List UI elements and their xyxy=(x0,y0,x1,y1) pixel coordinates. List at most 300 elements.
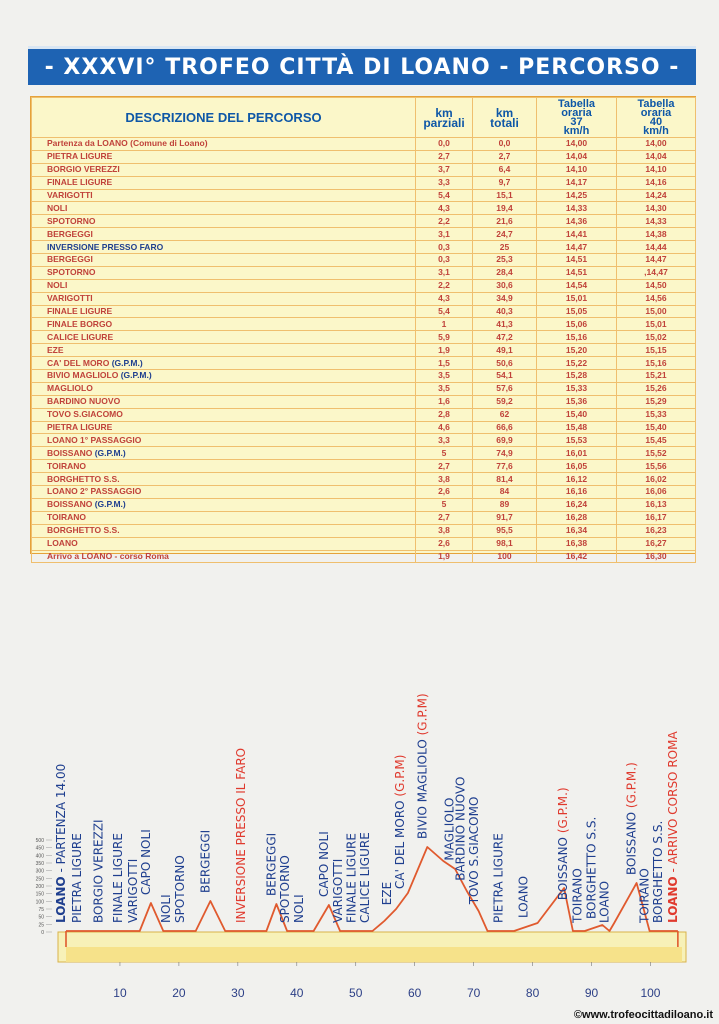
row-time-37: 14,51 xyxy=(537,254,617,267)
row-time-37: 15,01 xyxy=(537,292,617,305)
place-label-part: LOANO xyxy=(54,876,68,923)
place-label-part: TOIRANO xyxy=(570,868,585,923)
table-row xyxy=(32,163,696,176)
gpm-tag: (G.P.M.) xyxy=(94,447,126,458)
row-time-40: 16,27 xyxy=(617,537,696,550)
altitude-tick-label: 200 xyxy=(35,884,44,890)
place-label-part: (G.P.M) xyxy=(392,754,407,797)
distance-tick-label: 80 xyxy=(525,986,540,1000)
row-location: LOANO 2° PASSAGGIO xyxy=(32,486,416,499)
place-label xyxy=(415,693,429,839)
row-time-40: 14,16 xyxy=(617,176,696,189)
row-location: FINALE LIGURE xyxy=(32,176,416,189)
row-time-40: 16,30 xyxy=(617,550,696,563)
row-location: Partenza da LOANO (Comune di Loano) xyxy=(32,138,416,151)
header-km-totali: km totali xyxy=(473,98,537,138)
row-location: Arrivo a LOANO - corso Roma xyxy=(32,550,416,563)
place-label-part: BARDINO NUOVO xyxy=(453,776,468,881)
table-row xyxy=(32,486,696,499)
table-row xyxy=(32,254,696,267)
place-label-part: CA' DEL MORO xyxy=(392,796,407,889)
row-time-40: 16,02 xyxy=(617,473,696,486)
table-row xyxy=(32,266,696,279)
row-location: VARIGOTTI xyxy=(32,189,416,202)
row-time-37: 15,16 xyxy=(537,331,617,344)
row-time-40: 14,04 xyxy=(617,150,696,163)
row-time-40: 14,47 xyxy=(617,254,696,267)
altitude-tick-label: 400 xyxy=(35,853,44,860)
row-km-parziali: 3,3 xyxy=(416,434,473,447)
row-time-40: 14,24 xyxy=(617,189,696,202)
table-row xyxy=(32,537,696,550)
row-km-totali: 100 xyxy=(473,550,537,563)
row-time-37: 15,06 xyxy=(537,318,617,331)
row-time-40: 15,40 xyxy=(617,421,696,434)
row-time-37: 16,01 xyxy=(537,447,617,460)
row-time-40: 15,16 xyxy=(617,357,696,370)
place-label-part: CAPO NOLI xyxy=(316,831,331,897)
place-label-part: NOLI xyxy=(158,894,173,923)
table-row xyxy=(32,228,696,241)
place-label-part: PIETRA LIGURE xyxy=(491,833,506,923)
row-location: CALICE LIGURE xyxy=(32,331,416,344)
place-label xyxy=(92,819,106,923)
place-label xyxy=(585,817,599,919)
row-time-37: 14,10 xyxy=(537,163,617,176)
row-time-40: 14,38 xyxy=(617,228,696,241)
row-km-totali: 6,4 xyxy=(473,163,537,176)
row-time-37: 16,12 xyxy=(537,473,617,486)
row-time-37: 15,05 xyxy=(537,305,617,318)
profile-scale-band xyxy=(66,947,682,962)
table-row xyxy=(32,524,696,537)
place-label-part: LOANO xyxy=(597,880,612,923)
altimetry-profile xyxy=(0,555,719,1024)
place-label xyxy=(651,821,665,923)
row-location: CA' DEL MORO (G.P.M.) xyxy=(32,357,416,370)
row-location: TOVO S.GIACOMO xyxy=(32,408,416,421)
row-time-37: 14,41 xyxy=(537,228,617,241)
place-label xyxy=(111,833,125,923)
table-row xyxy=(32,434,696,447)
table-row xyxy=(32,498,696,511)
row-location: FINALE BORGO xyxy=(32,318,416,331)
table-row xyxy=(32,176,696,189)
table-row xyxy=(32,357,696,370)
place-label xyxy=(292,894,306,923)
table-row xyxy=(32,138,696,151)
place-label xyxy=(331,859,345,923)
row-time-37: 15,36 xyxy=(537,395,617,408)
distance-tick-label: 40 xyxy=(290,986,304,1000)
row-km-totali: 2,7 xyxy=(473,150,537,163)
row-km-totali: 95,5 xyxy=(473,524,537,537)
place-label-part: BOISSANO xyxy=(624,808,639,875)
row-km-totali: 9,7 xyxy=(473,176,537,189)
place-label-part: MAGLIOLO xyxy=(442,797,457,861)
row-time-37: 16,05 xyxy=(537,460,617,473)
row-time-37: 15,33 xyxy=(537,382,617,395)
row-km-totali: 59,2 xyxy=(473,395,537,408)
row-km-parziali: 2,2 xyxy=(416,215,473,228)
altitude-tick-label: 25 xyxy=(38,922,44,929)
row-location: SPOTORNO xyxy=(32,266,416,279)
row-time-40: 15,56 xyxy=(617,460,696,473)
row-location: FINALE LIGURE xyxy=(32,305,416,318)
row-location: PIETRA LIGURE xyxy=(32,421,416,434)
row-km-totali: 41,3 xyxy=(473,318,537,331)
row-time-37: 14,51 xyxy=(537,266,617,279)
row-time-37: 15,28 xyxy=(537,370,617,383)
table-row xyxy=(32,460,696,473)
row-km-totali: 47,2 xyxy=(473,331,537,344)
table-row xyxy=(32,241,696,254)
row-km-totali: 15,1 xyxy=(473,189,537,202)
table-row xyxy=(32,382,696,395)
table-row xyxy=(32,202,696,215)
row-km-parziali: 0,3 xyxy=(416,254,473,267)
row-location: BOISSANO (G.P.M.) xyxy=(32,447,416,460)
row-time-37: 14,47 xyxy=(537,241,617,254)
row-time-37: 14,17 xyxy=(537,176,617,189)
place-label-part: (G.P.M.) xyxy=(624,762,639,809)
row-time-37: 15,40 xyxy=(537,408,617,421)
place-label xyxy=(598,881,612,923)
table-row xyxy=(32,305,696,318)
row-km-parziali: 5,4 xyxy=(416,305,473,318)
row-time-40: 14,10 xyxy=(617,163,696,176)
row-location: BERGEGGI xyxy=(32,254,416,267)
place-label xyxy=(358,832,372,923)
row-time-37: 15,53 xyxy=(537,434,617,447)
row-km-parziali: 3,5 xyxy=(416,370,473,383)
altitude-tick-label: 300 xyxy=(35,868,44,875)
row-time-37: 14,36 xyxy=(537,215,617,228)
place-label-part: LOANO xyxy=(665,876,680,923)
row-time-37: 16,28 xyxy=(537,511,617,524)
row-location: BARDINO NUOVO xyxy=(32,395,416,408)
place-label xyxy=(638,868,652,924)
row-location: BORGIO VEREZZI xyxy=(32,163,416,176)
row-km-totali: 81,4 xyxy=(473,473,537,486)
place-label xyxy=(139,829,153,895)
row-location: VARIGOTTI xyxy=(32,292,416,305)
place-label xyxy=(666,731,680,923)
place-label-part: NOLI xyxy=(292,894,307,923)
row-km-totali: 77,6 xyxy=(473,460,537,473)
distance-tick-label: 70 xyxy=(466,986,481,1000)
table-row xyxy=(32,331,696,344)
place-label xyxy=(517,876,531,918)
row-km-totali: 25,3 xyxy=(473,254,537,267)
place-label-part: BERGEGGI xyxy=(264,832,279,896)
row-time-40: 15,15 xyxy=(617,344,696,357)
row-km-parziali: 5 xyxy=(416,447,473,460)
row-time-40: 15,00 xyxy=(617,305,696,318)
row-time-37: 15,20 xyxy=(537,344,617,357)
row-time-37: 16,38 xyxy=(537,537,617,550)
row-km-parziali: 2,2 xyxy=(416,279,473,292)
row-location: BOISSANO (G.P.M.) xyxy=(32,498,416,511)
place-label xyxy=(278,855,292,923)
row-time-37: 14,04 xyxy=(537,150,617,163)
gpm-tag: (G.P.M.) xyxy=(111,357,143,368)
place-label xyxy=(70,833,84,923)
route-table xyxy=(31,97,696,563)
row-km-parziali: 1,6 xyxy=(416,395,473,408)
row-km-parziali: 0,3 xyxy=(416,241,473,254)
row-location: TOIRANO xyxy=(32,460,416,473)
distance-tick-label: 100 xyxy=(640,986,661,1000)
table-row xyxy=(32,511,696,524)
place-label-part: INVERSIONE PRESSO IL FARO xyxy=(233,747,248,923)
place-label-part: VARIGOTTI xyxy=(331,858,346,923)
place-label xyxy=(345,833,359,923)
distance-tick-label: 10 xyxy=(113,986,127,1000)
row-km-parziali: 3,5 xyxy=(416,382,473,395)
row-km-parziali: 3,7 xyxy=(416,163,473,176)
row-time-37: 14,33 xyxy=(537,202,617,215)
altitude-tick-label: 250 xyxy=(35,876,44,883)
row-time-40: 15,26 xyxy=(617,382,696,395)
row-location: BIVIO MAGLIOLO (G.P.M.) xyxy=(32,370,416,383)
row-time-40: 16,17 xyxy=(617,511,696,524)
row-time-40: 15,29 xyxy=(617,395,696,408)
table-row xyxy=(32,344,696,357)
place-label-part: BOISSANO xyxy=(556,833,571,901)
header-km-parziali: km parziali xyxy=(416,98,473,138)
page-title: - XXXVI° TROFEO CITTÀ DI LOANO - PERCORSO - xyxy=(44,54,680,80)
altitude-tick-label: 350 xyxy=(35,861,44,867)
place-label-part: SPOTORNO xyxy=(173,855,188,923)
row-time-40: 15,02 xyxy=(617,331,696,344)
row-km-parziali: 3,1 xyxy=(416,266,473,279)
row-km-totali: 50,6 xyxy=(473,357,537,370)
row-location: BERGEGGI xyxy=(32,228,416,241)
altitude-tick-label: 450 xyxy=(35,845,44,852)
table-row xyxy=(32,279,696,292)
place-label-part: SPOTORNO xyxy=(278,855,292,923)
row-km-parziali: 1,9 xyxy=(416,550,473,563)
place-label-part: (G.P.M.) xyxy=(556,787,571,834)
row-time-40: 14,00 xyxy=(617,138,696,151)
row-km-parziali: 2,8 xyxy=(416,408,473,421)
table-row xyxy=(32,215,696,228)
row-km-totali: 74,9 xyxy=(473,447,537,460)
row-km-parziali: 3,1 xyxy=(416,228,473,241)
row-time-40: 14,50 xyxy=(617,279,696,292)
row-km-totali: 34,9 xyxy=(473,292,537,305)
row-km-totali: 66,6 xyxy=(473,421,537,434)
row-km-parziali: 1,5 xyxy=(416,357,473,370)
table-row xyxy=(32,318,696,331)
row-km-parziali: 4,6 xyxy=(416,421,473,434)
row-time-40: 15,33 xyxy=(617,408,696,421)
row-km-parziali: 5,4 xyxy=(416,189,473,202)
table-header-row xyxy=(32,98,696,138)
row-km-totali: 98,1 xyxy=(473,537,537,550)
altitude-tick-label: 100 xyxy=(35,899,44,906)
row-km-parziali: 2,6 xyxy=(416,537,473,550)
altitude-tick-label: 0 xyxy=(41,930,44,936)
row-time-37: 14,54 xyxy=(537,279,617,292)
row-km-totali: 89 xyxy=(473,498,537,511)
table-row xyxy=(32,150,696,163)
row-km-parziali: 1,9 xyxy=(416,344,473,357)
header-tabella-40: Tabella oraria 40 km/h xyxy=(617,98,696,138)
route-table-panel xyxy=(30,96,696,561)
altitude-tick-label: 150 xyxy=(35,891,44,898)
place-label xyxy=(54,764,68,923)
place-label-part: CAPO NOLI xyxy=(138,829,153,895)
row-time-37: 16,42 xyxy=(537,550,617,563)
row-time-37: 16,16 xyxy=(537,486,617,499)
place-label-part: EZE xyxy=(380,881,394,906)
row-location: LOANO 1° PASSAGGIO xyxy=(32,434,416,447)
row-location: EZE xyxy=(32,344,416,357)
row-time-40: 15,52 xyxy=(617,447,696,460)
table-row xyxy=(32,395,696,408)
row-km-totali: 57,6 xyxy=(473,382,537,395)
place-label-part: FINALE LIGURE xyxy=(111,833,126,923)
place-label-part: TOIRANO xyxy=(637,868,652,923)
copyright-footer: ©www.trofeocittadiloano.it xyxy=(573,1009,713,1021)
row-km-totali: 30,6 xyxy=(473,279,537,292)
place-label xyxy=(556,787,570,900)
place-label xyxy=(173,855,187,923)
row-km-totali: 91,7 xyxy=(473,511,537,524)
place-label-part: - PARTENZA 14.00 xyxy=(54,763,68,877)
table-row xyxy=(32,421,696,434)
place-label xyxy=(467,797,481,906)
row-km-parziali: 1 xyxy=(416,318,473,331)
place-label-part: (G.P.M) xyxy=(415,693,430,736)
row-km-totali: 69,9 xyxy=(473,434,537,447)
table-row xyxy=(32,370,696,383)
place-label-part: LOANO xyxy=(516,875,531,918)
table-row xyxy=(32,447,696,460)
gpm-tag: (G.P.M.) xyxy=(94,499,126,510)
distance-tick-label: 30 xyxy=(231,986,245,1000)
distance-tick-label: 50 xyxy=(349,986,363,1000)
row-location: NOLI xyxy=(32,202,416,215)
place-label xyxy=(625,762,639,875)
row-location: INVERSIONE PRESSO FARO xyxy=(32,241,416,254)
row-time-37: 16,34 xyxy=(537,524,617,537)
header-tabella-37: Tabella oraria 37 km/h xyxy=(537,98,617,138)
row-km-totali: 21,6 xyxy=(473,215,537,228)
row-km-parziali: 5 xyxy=(416,498,473,511)
distance-tick-label: 60 xyxy=(408,986,422,1000)
row-km-parziali: 5,9 xyxy=(416,331,473,344)
row-time-40: 15,01 xyxy=(617,318,696,331)
row-location: LOANO xyxy=(32,537,416,550)
row-location: PIETRA LIGURE xyxy=(32,150,416,163)
row-km-totali: 54,1 xyxy=(473,370,537,383)
row-km-parziali: 0,0 xyxy=(416,138,473,151)
row-km-parziali: 4,3 xyxy=(416,292,473,305)
place-label xyxy=(198,830,212,893)
row-time-40: 16,13 xyxy=(617,498,696,511)
place-label-part: BIVIO MAGLIOLO xyxy=(415,735,430,839)
title-banner xyxy=(28,46,696,85)
row-time-37: 14,25 xyxy=(537,189,617,202)
row-km-totali: 19,4 xyxy=(473,202,537,215)
place-label xyxy=(454,777,468,881)
place-label-part: CALICE LIGURE xyxy=(358,832,373,923)
table-body xyxy=(32,138,696,563)
row-time-37: 15,48 xyxy=(537,421,617,434)
row-time-40: 16,23 xyxy=(617,524,696,537)
table-row xyxy=(32,473,696,486)
place-label xyxy=(234,748,248,923)
place-label xyxy=(126,859,140,923)
place-label-part: TOVO S.GIACOMO xyxy=(467,796,482,905)
table-row xyxy=(32,408,696,421)
place-label-part: PIETRA LIGURE xyxy=(69,833,84,923)
place-label xyxy=(159,894,173,923)
row-time-40: 14,56 xyxy=(617,292,696,305)
row-location: MAGLIOLO xyxy=(32,382,416,395)
row-km-totali: 24,7 xyxy=(473,228,537,241)
row-time-37: 14,00 xyxy=(537,138,617,151)
row-km-parziali: 2,7 xyxy=(416,511,473,524)
altitude-tick-label: 500 xyxy=(35,838,44,844)
place-label xyxy=(317,831,331,897)
row-time-40: 14,33 xyxy=(617,215,696,228)
row-time-40: ,14,47 xyxy=(617,266,696,279)
row-time-40: 16,06 xyxy=(617,486,696,499)
place-label-part: BORGIO VEREZZI xyxy=(91,819,106,923)
row-time-37: 16,24 xyxy=(537,498,617,511)
place-label xyxy=(380,882,394,905)
place-label-part: BERGEGGI xyxy=(198,829,213,893)
distance-tick-label: 90 xyxy=(584,986,599,1000)
table-row xyxy=(32,189,696,202)
place-label xyxy=(393,755,407,889)
row-km-parziali: 4,3 xyxy=(416,202,473,215)
row-location: TOIRANO xyxy=(32,511,416,524)
gpm-tag: (G.P.M.) xyxy=(120,370,152,381)
row-km-totali: 25 xyxy=(473,241,537,254)
place-label xyxy=(264,833,278,896)
row-time-40: 15,21 xyxy=(617,370,696,383)
table-row xyxy=(32,292,696,305)
row-km-totali: 0,0 xyxy=(473,138,537,151)
row-km-parziali: 3,8 xyxy=(416,524,473,537)
header-description: DESCRIZIONE DEL PERCORSO xyxy=(32,98,416,138)
place-label xyxy=(570,868,584,924)
altitude-tick-label: 50 xyxy=(38,914,44,921)
place-label-part: FINALE LIGURE xyxy=(344,833,359,923)
row-km-parziali: 3,3 xyxy=(416,176,473,189)
row-location: BORGHETTO S.S. xyxy=(32,524,416,537)
row-km-totali: 62 xyxy=(473,408,537,421)
place-label-part: VARIGOTTI xyxy=(125,858,140,923)
place-label-part: BORGHETTO S.S. xyxy=(651,820,666,923)
place-label xyxy=(491,833,505,923)
row-time-37: 15,22 xyxy=(537,357,617,370)
row-km-parziali: 2,7 xyxy=(416,150,473,163)
row-location: SPOTORNO xyxy=(32,215,416,228)
place-label-part: BORGHETTO S.S. xyxy=(584,816,599,919)
row-km-totali: 28,4 xyxy=(473,266,537,279)
row-time-40: 14,44 xyxy=(617,241,696,254)
row-km-parziali: 2,7 xyxy=(416,460,473,473)
row-time-40: 15,45 xyxy=(617,434,696,447)
row-km-totali: 40,3 xyxy=(473,305,537,318)
place-label-part: - ARRIVO CORSO ROMA xyxy=(665,731,680,877)
